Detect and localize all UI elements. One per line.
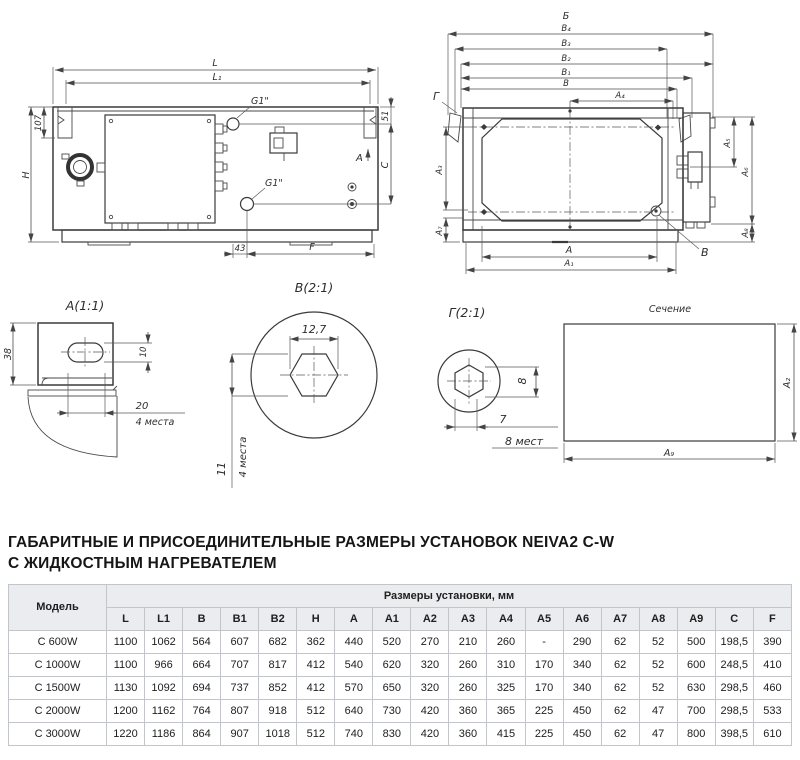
view-label-B: Б bbox=[562, 11, 570, 22]
value-cell: 62 bbox=[601, 699, 639, 722]
value-cell: 600 bbox=[677, 653, 715, 676]
page-title-line1: ГАБАРИТНЫЕ И ПРИСОЕДИНИТЕЛЬНЫЕ РАЗМЕРЫ УСТАНОВОК NEIVA2 C-W bbox=[8, 534, 615, 551]
column-header-B: B bbox=[183, 607, 221, 630]
value-cell: 640 bbox=[335, 699, 373, 722]
value-cell: 320 bbox=[411, 676, 449, 699]
value-cell: 47 bbox=[639, 722, 677, 745]
value-cell: 340 bbox=[563, 653, 601, 676]
table-header-row-2 bbox=[9, 607, 792, 630]
value-cell: 817 bbox=[259, 653, 297, 676]
column-header-C: C bbox=[715, 607, 753, 630]
model-cell: C 600W bbox=[9, 630, 107, 653]
value-cell: 564 bbox=[183, 630, 221, 653]
value-cell: 830 bbox=[373, 722, 411, 745]
table-head bbox=[9, 584, 792, 630]
value-cell: - bbox=[525, 630, 563, 653]
value-cell: 298,5 bbox=[715, 676, 753, 699]
value-cell: 47 bbox=[639, 699, 677, 722]
column-header-A1: A1 bbox=[373, 607, 411, 630]
table-row bbox=[9, 699, 792, 722]
port-label-g1-top: G1" bbox=[251, 96, 269, 107]
value-cell: 398,5 bbox=[715, 722, 753, 745]
dim-label-10: 10 bbox=[139, 346, 149, 358]
value-cell: 512 bbox=[297, 699, 335, 722]
value-cell: 707 bbox=[221, 653, 259, 676]
detail-callout-G: Г bbox=[433, 90, 440, 103]
column-header-B2: B2 bbox=[259, 607, 297, 630]
value-cell: 325 bbox=[487, 676, 525, 699]
value-cell: 852 bbox=[259, 676, 297, 699]
value-cell: 1092 bbox=[145, 676, 183, 699]
dim-label-A7: А₇ bbox=[435, 226, 445, 236]
value-cell: 512 bbox=[297, 722, 335, 745]
column-header-A7: A7 bbox=[601, 607, 639, 630]
model-column-header: Модель bbox=[9, 584, 107, 630]
value-cell: 764 bbox=[183, 699, 221, 722]
value-cell: 500 bbox=[677, 630, 715, 653]
value-cell: 260 bbox=[487, 630, 525, 653]
value-cell: 864 bbox=[183, 722, 221, 745]
value-cell: 1130 bbox=[107, 676, 145, 699]
detail-callout-Bdet: В bbox=[701, 246, 709, 259]
value-cell: 225 bbox=[525, 722, 563, 745]
value-cell: 360 bbox=[449, 722, 487, 745]
value-cell: 260 bbox=[449, 676, 487, 699]
value-cell: 310 bbox=[487, 653, 525, 676]
detail-b-places: 4 места bbox=[238, 436, 249, 478]
dim-label-Bv: В bbox=[563, 79, 569, 89]
value-cell: 1100 bbox=[107, 630, 145, 653]
dim-label-B2: В₂ bbox=[561, 54, 571, 64]
column-header-L: L bbox=[107, 607, 145, 630]
column-header-B1: B1 bbox=[221, 607, 259, 630]
value-cell: 248,5 bbox=[715, 653, 753, 676]
page-title bbox=[8, 533, 800, 575]
model-cell: C 3000W bbox=[9, 722, 107, 745]
value-cell: 440 bbox=[335, 630, 373, 653]
model-cell: C 1500W bbox=[9, 676, 107, 699]
value-cell: 807 bbox=[221, 699, 259, 722]
value-cell: 740 bbox=[335, 722, 373, 745]
value-cell: 570 bbox=[335, 676, 373, 699]
dim-label-H: H bbox=[21, 171, 32, 179]
column-header-H: H bbox=[297, 607, 335, 630]
value-cell: 390 bbox=[753, 630, 791, 653]
column-header-A9: A9 bbox=[677, 607, 715, 630]
value-cell: 907 bbox=[221, 722, 259, 745]
value-cell: 1186 bbox=[145, 722, 183, 745]
value-cell: 918 bbox=[259, 699, 297, 722]
value-cell: 225 bbox=[525, 699, 563, 722]
value-cell: 170 bbox=[525, 653, 563, 676]
dim-label-38: 38 bbox=[3, 347, 14, 361]
column-header-F: F bbox=[753, 607, 791, 630]
value-cell: 52 bbox=[639, 653, 677, 676]
value-cell: 730 bbox=[373, 699, 411, 722]
dimensions-table bbox=[8, 584, 792, 746]
dim-label-A6: А₆ bbox=[741, 167, 751, 177]
value-cell: 607 bbox=[221, 630, 259, 653]
value-cell: 1018 bbox=[259, 722, 297, 745]
value-cell: 412 bbox=[297, 676, 335, 699]
value-cell: 62 bbox=[601, 653, 639, 676]
table-row bbox=[9, 653, 792, 676]
value-cell: 298,5 bbox=[715, 699, 753, 722]
value-cell: 533 bbox=[753, 699, 791, 722]
dim-label-A2: А₂ bbox=[782, 377, 793, 389]
dim-label-B4: В₄ bbox=[561, 24, 571, 34]
value-cell: 520 bbox=[373, 630, 411, 653]
dim-label-A: А bbox=[565, 245, 573, 256]
value-cell: 198,5 bbox=[715, 630, 753, 653]
detail-view-a bbox=[3, 298, 185, 457]
view-arrow-label-A: A bbox=[356, 153, 363, 164]
dim-label-L: L bbox=[212, 58, 218, 69]
column-header-A8: A8 bbox=[639, 607, 677, 630]
dim-label-B3: В₃ bbox=[561, 39, 571, 49]
column-header-A5: A5 bbox=[525, 607, 563, 630]
value-cell: 62 bbox=[601, 722, 639, 745]
value-cell: 170 bbox=[525, 676, 563, 699]
value-cell: 450 bbox=[563, 722, 601, 745]
value-cell: 664 bbox=[183, 653, 221, 676]
table-header-row-1 bbox=[9, 584, 792, 607]
dim-label-107: 107 bbox=[34, 114, 44, 132]
dim-label-C: C bbox=[380, 161, 391, 169]
table-row bbox=[9, 722, 792, 745]
detail-g-title: Г(2:1) bbox=[448, 305, 486, 320]
group-header: Размеры установки, мм bbox=[107, 584, 792, 607]
value-cell: 410 bbox=[753, 653, 791, 676]
dim-label-51: 51 bbox=[381, 110, 391, 122]
column-header-A4: A4 bbox=[487, 607, 525, 630]
section-view bbox=[564, 304, 797, 463]
dim-label-A1: А₁ bbox=[564, 259, 574, 269]
dim-label-A9: А₉ bbox=[663, 448, 675, 459]
value-cell: 62 bbox=[601, 676, 639, 699]
dim-label-8: 8 bbox=[516, 377, 529, 385]
column-header-A: A bbox=[335, 607, 373, 630]
detail-view-b bbox=[215, 280, 377, 488]
column-header-A6: A6 bbox=[563, 607, 601, 630]
value-cell: 52 bbox=[639, 630, 677, 653]
value-cell: 1062 bbox=[145, 630, 183, 653]
dim-label-F: F bbox=[309, 242, 315, 253]
detail-b-title: В(2:1) bbox=[294, 280, 334, 295]
port-label-g1-bottom: G1" bbox=[265, 178, 283, 189]
table-body bbox=[9, 630, 792, 745]
value-cell: 52 bbox=[639, 676, 677, 699]
dim-label-A4: А₄ bbox=[615, 91, 625, 101]
model-cell: C 2000W bbox=[9, 699, 107, 722]
value-cell: 694 bbox=[183, 676, 221, 699]
front-view bbox=[21, 58, 395, 258]
value-cell: 1162 bbox=[145, 699, 183, 722]
value-cell: 1200 bbox=[107, 699, 145, 722]
table-row bbox=[9, 630, 792, 653]
value-cell: 1220 bbox=[107, 722, 145, 745]
value-cell: 412 bbox=[297, 653, 335, 676]
dim-label-L1: L₁ bbox=[212, 72, 222, 83]
value-cell: 540 bbox=[335, 653, 373, 676]
detail-a-title: А(1:1) bbox=[65, 298, 105, 313]
value-cell: 650 bbox=[373, 676, 411, 699]
dim-label-A3: А₃ bbox=[435, 165, 445, 175]
dim-label-20: 20 bbox=[135, 401, 149, 412]
value-cell: 420 bbox=[411, 699, 449, 722]
detail-view-g bbox=[438, 305, 558, 448]
value-cell: 210 bbox=[449, 630, 487, 653]
value-cell: 1100 bbox=[107, 653, 145, 676]
column-header-L1: L1 bbox=[145, 607, 183, 630]
dim-label-A5: А₅ bbox=[723, 138, 733, 148]
detail-a-places: 4 места bbox=[135, 417, 175, 428]
top-view bbox=[433, 11, 755, 274]
dim-label-11: 11 bbox=[215, 462, 228, 476]
dim-label-12-7: 12,7 bbox=[301, 323, 327, 336]
column-header-A3: A3 bbox=[449, 607, 487, 630]
value-cell: 682 bbox=[259, 630, 297, 653]
value-cell: 290 bbox=[563, 630, 601, 653]
model-cell: C 1000W bbox=[9, 653, 107, 676]
value-cell: 610 bbox=[753, 722, 791, 745]
value-cell: 270 bbox=[411, 630, 449, 653]
dim-label-7: 7 bbox=[499, 413, 507, 426]
value-cell: 360 bbox=[449, 699, 487, 722]
value-cell: 365 bbox=[487, 699, 525, 722]
column-header-A2: A2 bbox=[411, 607, 449, 630]
page-title-line2: С ЖИДКОСТНЫМ НАГРЕВАТЕЛЕМ bbox=[8, 554, 277, 572]
cable-glands bbox=[97, 124, 227, 230]
detail-g-places: 8 мест bbox=[504, 435, 544, 448]
value-cell: 737 bbox=[221, 676, 259, 699]
value-cell: 450 bbox=[563, 699, 601, 722]
value-cell: 62 bbox=[601, 630, 639, 653]
value-cell: 966 bbox=[145, 653, 183, 676]
value-cell: 630 bbox=[677, 676, 715, 699]
section-title: Сечение bbox=[648, 304, 692, 315]
value-cell: 260 bbox=[449, 653, 487, 676]
dim-label-B1: В₁ bbox=[561, 68, 571, 78]
value-cell: 420 bbox=[411, 722, 449, 745]
dim-label-43: 43 bbox=[234, 244, 246, 254]
value-cell: 620 bbox=[373, 653, 411, 676]
value-cell: 415 bbox=[487, 722, 525, 745]
value-cell: 800 bbox=[677, 722, 715, 745]
value-cell: 700 bbox=[677, 699, 715, 722]
value-cell: 320 bbox=[411, 653, 449, 676]
value-cell: 340 bbox=[563, 676, 601, 699]
value-cell: 362 bbox=[297, 630, 335, 653]
value-cell: 460 bbox=[753, 676, 791, 699]
dim-label-A8: А₈ bbox=[741, 228, 751, 238]
table-row bbox=[9, 676, 792, 699]
